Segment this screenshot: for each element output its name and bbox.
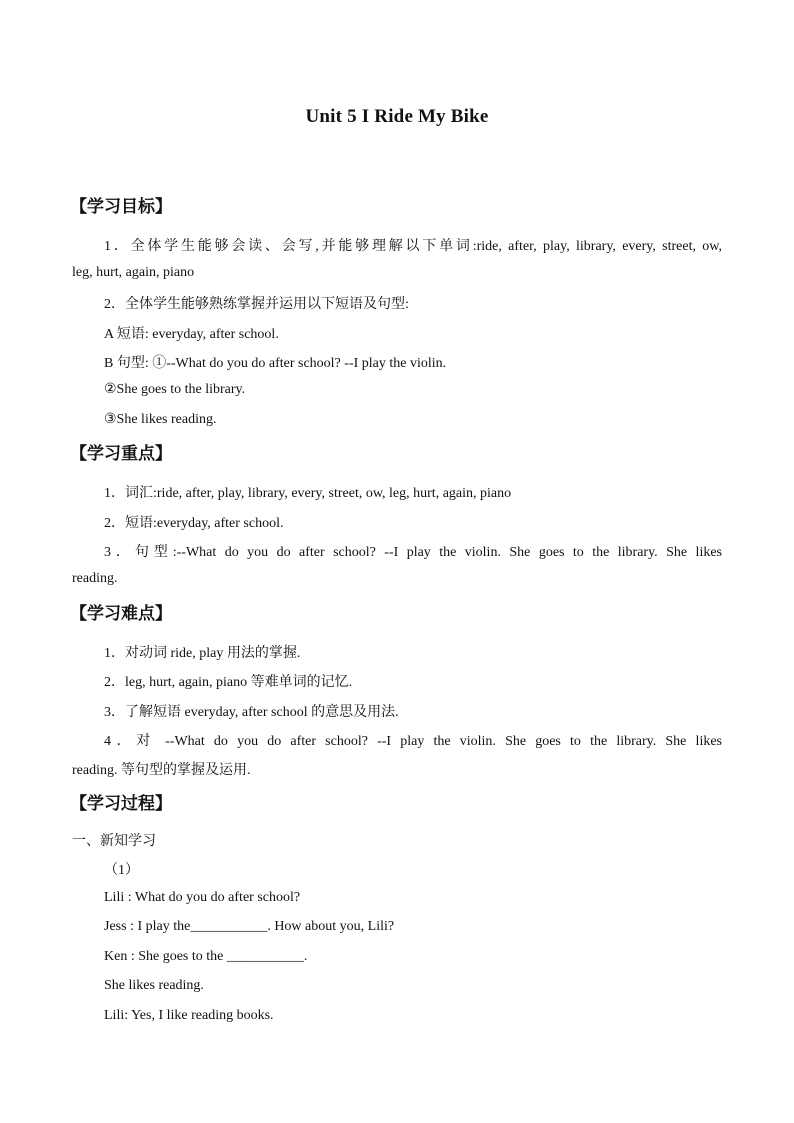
- difficulty-item-2: 2．leg, hurt, again, piano 等难单词的记忆.: [104, 675, 353, 690]
- difficulty-item-4: 4．对 --What do you do after school? --I play the violin. She goes to the library. She likes: [104, 734, 722, 749]
- difficulty-item-3: 3．了解短语 everyday, after school 的意思及用法.: [104, 705, 399, 720]
- section-heading-objectives: 【学习目标】: [70, 197, 172, 217]
- section-heading-key-points: 【学习重点】: [70, 444, 172, 464]
- dialogue-line: She likes reading.: [104, 978, 204, 993]
- section-heading-difficulties: 【学习难点】: [70, 604, 172, 624]
- key-point-item-3-cont: reading.: [72, 571, 118, 586]
- objective-item-1: 1．全体学生能够会读、会写,并能够理解以下单词:ride, after, play, library, every, street, ow,: [104, 239, 722, 254]
- key-point-item-2: 2．短语:everyday, after school.: [104, 516, 284, 531]
- dialogue-line: Ken : She goes to the ___________.: [104, 949, 308, 964]
- dialogue-line: Lili : What do you do after school?: [104, 890, 301, 905]
- objective-item-2: 2．全体学生能够熟练掌握并运用以下短语及句型:: [104, 297, 409, 312]
- process-part-1-number: （1）: [104, 863, 139, 878]
- key-point-item-3: 3．句型:--What do you do after school? --I play the violin. She goes to the library. She likes: [104, 545, 722, 560]
- dialogue-line: Lili: Yes, I like reading books.: [104, 1008, 274, 1023]
- dialogue-line: Jess : I play the___________. How about you, Lili?: [104, 919, 395, 934]
- page-title: Unit 5 I Ride My Bike: [305, 106, 489, 127]
- objective-phrase-a: A 短语: everyday, after school.: [104, 327, 279, 342]
- difficulty-item-1: 1．对动词 ride, play 用法的掌握.: [104, 646, 301, 661]
- section-heading-process: 【学习过程】: [70, 794, 172, 814]
- objective-sentence-2: ②She goes to the library.: [104, 382, 246, 397]
- key-point-item-1: 1．词汇:ride, after, play, library, every, street, ow, leg, hurt, again, piano: [104, 486, 512, 501]
- process-part-1: 一、新知学习: [72, 833, 156, 849]
- objective-item-1-cont: leg, hurt, again, piano: [72, 265, 195, 280]
- difficulty-item-4-cont: reading. 等句型的掌握及运用.: [72, 763, 251, 778]
- objective-sentence-b: B 句型: ①--What do you do after school? --I play the violin.: [104, 356, 447, 371]
- objective-sentence-3: ③She likes reading.: [104, 412, 217, 427]
